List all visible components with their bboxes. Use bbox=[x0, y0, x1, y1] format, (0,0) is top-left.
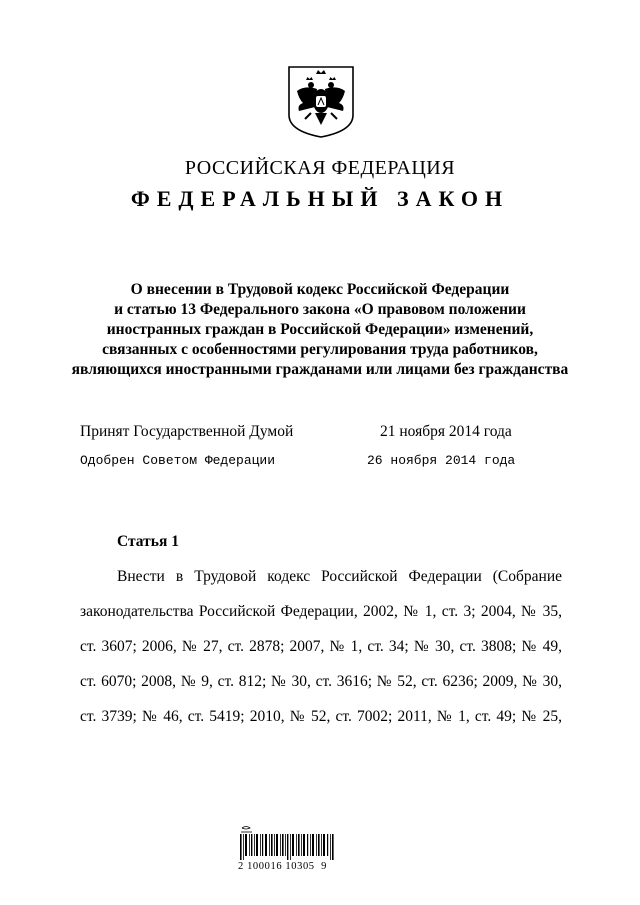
council-approval-label: Одобрен Советом Федерации bbox=[80, 453, 276, 468]
duma-adoption-label: Принят Государственной Думой bbox=[80, 423, 294, 440]
article-text-line: ст. 3739; № 46, ст. 5419; 2010, № 52, ст. 7002; 2011, № 1, ст. 49; № 25, bbox=[80, 708, 562, 725]
article-heading: Статья 1 bbox=[117, 533, 179, 550]
title-line: иностранных граждан в Российской Федерации» изменений, bbox=[106, 321, 534, 338]
article-text-line: ст. 6070; 2008, № 9, ст. 812; № 30, ст. 3616; № 52, ст. 6236; 2009, № 30, bbox=[80, 673, 562, 690]
title-line: О внесении в Трудовой кодекс Российской Федерации bbox=[130, 281, 510, 298]
article-text-line: Внести в Трудовой кодекс Российской Федерации (Собрание bbox=[117, 568, 562, 585]
title-line: и статью 13 Федерального закона «О правовом положении bbox=[114, 301, 526, 318]
law-type-heading: ФЕДЕРАЛЬНЫЙ ЗАКОН bbox=[130, 186, 510, 211]
law-title bbox=[60, 280, 580, 380]
coat-of-arms-emblem bbox=[287, 65, 355, 139]
article-text-line: законодательства Российской Федерации, 2002, № 1, ст. 3; 2004, № 35, bbox=[80, 603, 562, 620]
article-text-line: ст. 3607; 2006, № 27, ст. 2878; 2007, № 1, ст. 34; № 30, ст. 3808; № 49, bbox=[80, 638, 562, 655]
title-line: связанных с особенностями регулирования труда работников, bbox=[102, 341, 538, 358]
duma-adoption-date: 21 ноября 2014 года bbox=[380, 423, 512, 440]
barcode-number: 2 100016 10305 9 bbox=[238, 861, 327, 872]
council-approval-date: 26 ноября 2014 года bbox=[367, 453, 516, 468]
title-line: являющихся иностранными гражданами или лицами без гражданства bbox=[71, 361, 569, 378]
country-name: РОССИЙСКАЯ ФЕДЕРАЦИЯ bbox=[184, 157, 456, 179]
